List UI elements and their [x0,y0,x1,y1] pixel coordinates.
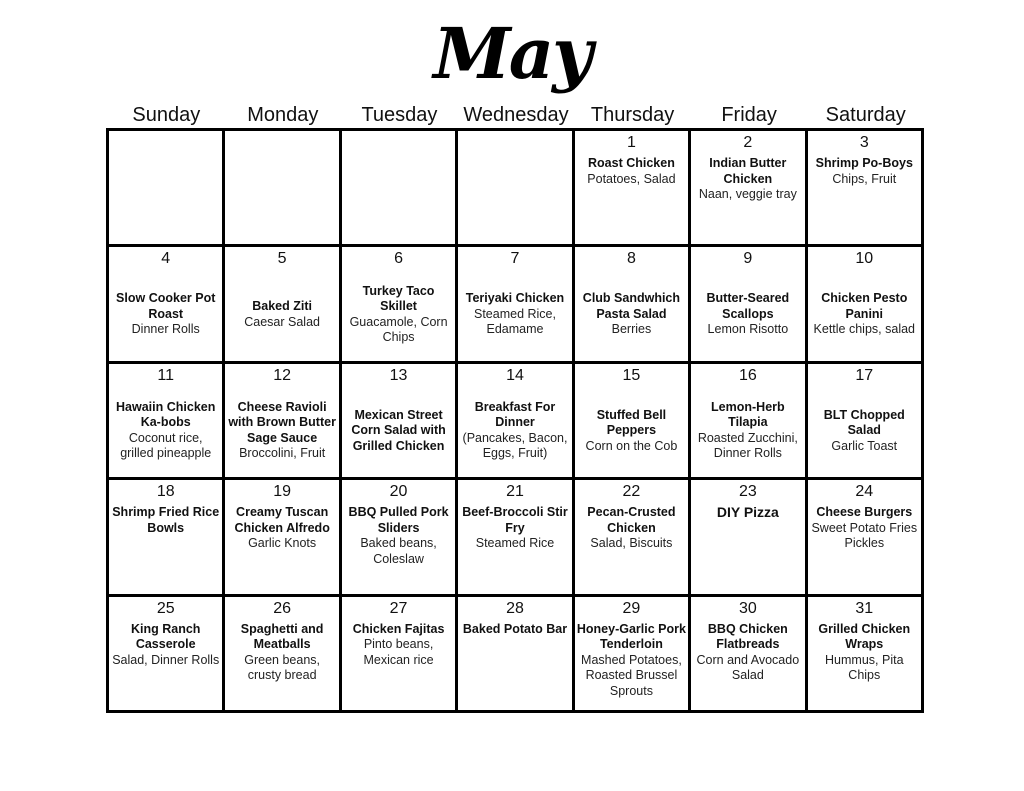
side-dish: Corn on the Cob [585,438,678,453]
main-dish: Lemon-Herb Tilapia [711,399,785,430]
side-dish: Garlic Toast [831,438,898,453]
day-number: 25 [156,599,175,617]
day-number: 15 [622,366,641,384]
side-dish: Coconut rice, grilled pineapple [120,430,212,461]
side-dish: Hummus, Pita Chips [825,652,904,683]
main-dish: King Ranch Casserole [130,621,201,652]
day-number: 6 [394,250,404,268]
meal [810,270,919,358]
main-dish: Honey-Garlic Pork Tenderloin [576,621,686,652]
day-number: 8 [626,250,636,268]
weekday-thursday: Thursday [590,104,675,126]
day-number: 4 [161,250,171,268]
main-dish: BBQ Chicken Flatbreads [707,621,788,652]
day-number: 21 [506,483,524,501]
day-number: 5 [277,250,287,268]
main-dish: Stuffed Bell Peppers [596,407,667,438]
meal [693,270,802,358]
meal [693,503,802,591]
main-dish: Cheese Burgers [816,505,913,520]
meal [111,503,220,591]
meal [577,387,686,475]
meal [344,503,453,591]
weekday-sunday: Sunday [132,104,201,126]
weekday-tuesday: Tuesday [361,104,438,126]
main-dish: Mexican Street Corn Salad with Grilled Chicken [351,407,446,453]
side-dish: Sweet Potato Fries Pickles [811,520,918,551]
day-number: 7 [510,250,520,268]
day-cell [458,597,571,710]
day-cell [691,597,804,710]
side-dish: Roasted Zucchini, Dinner Rolls [697,430,798,461]
main-dish: Spaghetti and Meatballs [240,621,324,652]
side-dish: Dinner Rolls [131,322,200,337]
month-title: May [433,12,591,95]
day-number: 20 [389,483,408,501]
day-cell [109,597,222,710]
day-number: 17 [855,366,874,384]
day-cell-empty [342,131,455,244]
weekday-monday: Monday [247,104,319,126]
side-dish: Broccolini, Fruit [239,446,326,461]
main-dish: Club Sandwhich Pasta Salad [582,291,681,321]
day-number: 13 [389,366,408,384]
weekday-saturday: Saturday [825,104,906,126]
main-dish: Turkey Taco Skillet [362,283,435,314]
day-cell [458,364,571,477]
meal [577,154,686,242]
meal [460,620,569,708]
day-number: 12 [273,366,292,384]
main-dish: Cheese Ravioli with Brown Butter Sage Sauce [228,399,336,445]
day-cell [225,480,338,593]
meal [344,270,453,358]
day-cell [808,131,921,244]
day-cell-empty [458,131,571,244]
side-dish: Guacamole, Corn Chips [349,314,448,345]
side-dish: Salad, Dinner Rolls [112,652,220,667]
day-number: 9 [743,250,753,268]
meal [577,270,686,358]
meal [810,620,919,708]
day-cell [342,480,455,593]
day-cell [808,364,921,477]
day-cell [342,247,455,360]
day-cell [342,597,455,710]
side-dish: Steamed Rice [475,536,555,551]
main-dish: Butter-Seared Scallops [706,291,790,321]
meal [460,503,569,591]
day-cell [458,247,571,360]
main-dish: Pecan-Crusted Chicken [587,505,676,535]
day-cell [691,247,804,360]
main-dish: Breakfast For Dinner [474,399,556,430]
main-dish: Shrimp Po-Boys [815,156,913,170]
meal [227,270,336,358]
meal [460,387,569,475]
meal [577,620,686,708]
weekday-wednesday: Wednesday [463,104,569,126]
meal [577,503,686,591]
side-dish: Chips, Fruit [832,171,897,186]
day-number: 16 [738,366,757,384]
main-dish: Creamy Tuscan Chicken Alfredo [234,505,330,535]
day-number: 19 [273,483,292,501]
side-dish: Baked beans, Coleslaw [360,536,437,566]
day-number: 11 [157,366,175,384]
side-dish: Kettle chips, salad [813,322,915,337]
side-dish: Potatoes, Salad [587,171,676,186]
day-cell-empty [109,131,222,244]
meal [111,620,220,708]
side-dish: Berries [611,322,652,337]
day-cell [575,364,688,477]
day-number: 31 [855,599,874,617]
weekday-friday: Friday [721,104,777,126]
side-dish: Naan, veggie tray [698,187,797,201]
day-number: 2 [743,134,753,151]
main-dish: Indian Butter Chicken [709,156,787,186]
day-cell [575,597,688,710]
side-dish: Lemon Risotto [707,322,789,337]
meal [111,387,220,475]
main-dish: BLT Chopped Salad [823,407,905,438]
meal [227,620,336,708]
main-dish: DIY Pizza [716,504,779,521]
side-dish: Green beans, crusty bread [244,652,320,683]
meal [344,620,453,708]
day-cell [225,597,338,710]
weekday-header [108,102,924,128]
main-dish: BBQ Pulled Pork Sliders [348,505,449,535]
day-cell [342,364,455,477]
side-dish: (Pancakes, Bacon, Eggs, Fruit) [462,430,568,461]
main-dish: Roast Chicken [588,156,675,170]
side-dish: Mashed Potatoes, Roasted Brussel Sprouts [581,652,682,698]
day-number: 26 [273,599,292,617]
day-cell [808,597,921,710]
meal [693,387,802,475]
day-number: 23 [738,483,757,501]
day-number: 1 [626,134,636,151]
day-number: 3 [859,134,869,151]
day-number: 28 [506,599,524,617]
side-dish: Salad, Biscuits [590,536,673,551]
day-number: 24 [855,483,874,501]
day-cell [575,247,688,360]
day-cell [225,364,338,477]
day-cell [808,247,921,360]
meal [810,154,919,242]
main-dish: Teriyaki Chicken [465,291,565,306]
day-cell [691,131,804,244]
day-cell [109,364,222,477]
meal [460,270,569,358]
calendar-grid [106,128,924,713]
day-cell [691,364,804,477]
main-dish: Chicken Pesto Panini [821,291,908,321]
day-cell [109,247,222,360]
meal [810,387,919,475]
meal [227,387,336,475]
day-cell [691,480,804,593]
side-dish: Pinto beans, Mexican rice [363,637,434,667]
day-cell [808,480,921,593]
day-cell-empty [225,131,338,244]
meal [693,620,802,708]
meal [810,503,919,591]
day-number: 18 [156,483,175,501]
meal [344,387,453,475]
side-dish: Steamed Rice, Edamame [474,306,556,337]
main-dish: Baked Ziti [252,299,312,314]
day-cell [458,480,571,593]
day-cell [575,480,688,593]
main-dish: Baked Potato Bar [462,621,568,636]
day-number: 22 [622,483,641,501]
day-number: 10 [855,250,874,268]
main-dish: Hawaiin Chicken Ka-bobs [116,399,216,430]
side-dish: Garlic Knots [248,536,317,551]
day-number: 27 [389,599,408,617]
meal [111,270,220,358]
main-dish: Beef-Broccoli Stir Fry [462,505,568,535]
side-dish: Corn and Avocado Salad [696,652,800,683]
day-cell [225,247,338,360]
day-cell [109,480,222,593]
day-number: 14 [506,366,524,384]
main-dish: Chicken Fajitas [352,621,445,636]
day-number: 30 [738,599,757,617]
day-number: 29 [622,599,641,617]
side-dish: Caesar Salad [244,314,320,329]
meal [227,503,336,591]
meal [693,154,802,242]
day-cell [575,131,688,244]
main-dish: Grilled Chicken Wraps [818,621,911,652]
main-dish: Slow Cooker Pot Roast [116,291,216,321]
main-dish: Shrimp Fried Rice Bowls [112,505,220,535]
